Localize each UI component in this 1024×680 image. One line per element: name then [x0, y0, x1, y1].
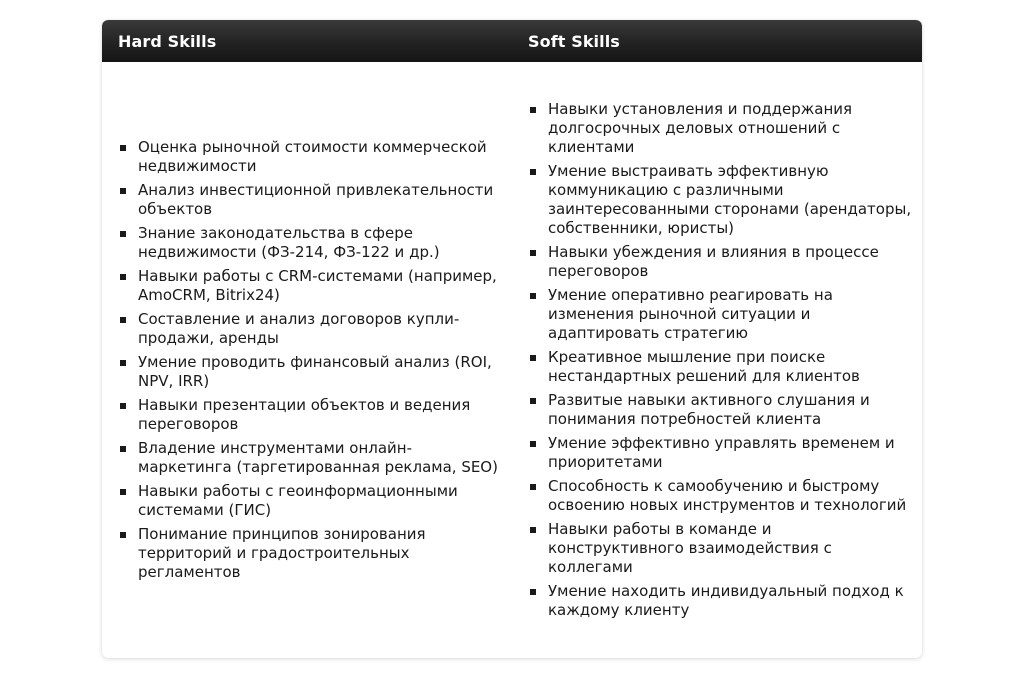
- soft-skill-item: [530, 391, 912, 429]
- hard-skills-header: Hard Skills: [118, 31, 217, 51]
- square-bullet-icon: [530, 169, 536, 175]
- hard-skill-item: [120, 525, 502, 582]
- square-bullet-icon: [530, 355, 536, 361]
- table-header: [102, 20, 922, 62]
- skill-text: Знание законодательства в сфере недвижимости (ФЗ-214, ФЗ-122 и др.): [138, 224, 440, 261]
- skill-text: Навыки убеждения и влияния в процессе переговоров: [548, 243, 879, 280]
- soft-skill-item: [530, 286, 912, 343]
- square-bullet-icon: [120, 360, 126, 366]
- skill-text: Креативное мышление при поиске нестандартных решений для клиентов: [548, 348, 860, 385]
- square-bullet-icon: [530, 250, 536, 256]
- skill-text: Умение выстраивать эффективную коммуникацию с различными заинтересованными сторонами (арендаторы, собственники, юристы): [548, 162, 912, 237]
- square-bullet-icon: [120, 403, 126, 409]
- skill-text: Способность к самообучению и быстрому освоению новых инструментов и технологий: [548, 477, 907, 514]
- square-bullet-icon: [530, 107, 536, 113]
- skill-text: Навыки работы с геоинформационными системами (ГИС): [138, 482, 458, 519]
- skill-text: Анализ инвестиционной привлекательности объектов: [138, 181, 494, 218]
- square-bullet-icon: [530, 441, 536, 447]
- soft-skills-list: [530, 100, 912, 620]
- square-bullet-icon: [120, 145, 126, 151]
- square-bullet-icon: [530, 589, 536, 595]
- skill-text: Оценка рыночной стоимости коммерческой недвижимости: [138, 138, 487, 175]
- soft-skill-item: [530, 434, 912, 472]
- hard-skills-list: [120, 138, 502, 582]
- square-bullet-icon: [530, 293, 536, 299]
- soft-skill-item: [530, 520, 912, 577]
- hard-skill-item: [120, 267, 502, 305]
- hard-skill-item: [120, 482, 502, 520]
- skill-text: Умение находить индивидуальный подход к каждому клиенту: [548, 582, 904, 619]
- skill-text: Понимание принципов зонирования территорий и градостроительных регламентов: [138, 525, 426, 581]
- hard-skills-cell: [102, 62, 512, 658]
- square-bullet-icon: [120, 231, 126, 237]
- soft-skill-item: [530, 162, 912, 238]
- square-bullet-icon: [530, 398, 536, 404]
- skill-text: Навыки работы в команде и конструктивного взаимодействия с коллегами: [548, 520, 832, 576]
- skills-table: [102, 20, 922, 658]
- soft-skills-cell: [512, 62, 922, 658]
- hard-skill-item: [120, 396, 502, 434]
- hard-skill-item: [120, 353, 502, 391]
- hard-skill-item: [120, 310, 502, 348]
- hard-skill-item: [120, 181, 502, 219]
- skill-text: Навыки работы с CRM-системами (например, AmoCRM, Bitrix24): [138, 267, 497, 304]
- square-bullet-icon: [530, 484, 536, 490]
- skill-text: Навыки презентации объектов и ведения переговоров: [138, 396, 471, 433]
- soft-skills-header: Soft Skills: [528, 31, 620, 51]
- table-body-row: [102, 62, 922, 658]
- skill-text: Составление и анализ договоров купли-продажи, аренды: [138, 310, 460, 347]
- hard-skill-item: [120, 138, 502, 176]
- skill-text: Умение проводить финансовый анализ (ROI, NPV, IRR): [138, 353, 492, 390]
- skill-text: Навыки установления и поддержания долгосрочных деловых отношений с клиентами: [548, 100, 853, 156]
- square-bullet-icon: [120, 274, 126, 280]
- soft-skill-item: [530, 348, 912, 386]
- soft-skill-item: [530, 100, 912, 157]
- soft-skill-item: [530, 243, 912, 281]
- square-bullet-icon: [530, 527, 536, 533]
- skill-text: Умение эффективно управлять временем и приоритетами: [548, 434, 895, 471]
- square-bullet-icon: [120, 188, 126, 194]
- square-bullet-icon: [120, 446, 126, 452]
- hard-skill-item: [120, 439, 502, 477]
- square-bullet-icon: [120, 489, 126, 495]
- square-bullet-icon: [120, 532, 126, 538]
- hard-skill-item: [120, 224, 502, 262]
- soft-skill-item: [530, 582, 912, 620]
- skill-text: Развитые навыки активного слушания и понимания потребностей клиента: [548, 391, 870, 428]
- soft-skill-item: [530, 477, 912, 515]
- square-bullet-icon: [120, 317, 126, 323]
- skill-text: Владение инструментами онлайн-маркетинга (таргетированная реклама, SEO): [138, 439, 498, 476]
- skill-text: Умение оперативно реагировать на изменения рыночной ситуации и адаптировать стратегию: [548, 286, 833, 342]
